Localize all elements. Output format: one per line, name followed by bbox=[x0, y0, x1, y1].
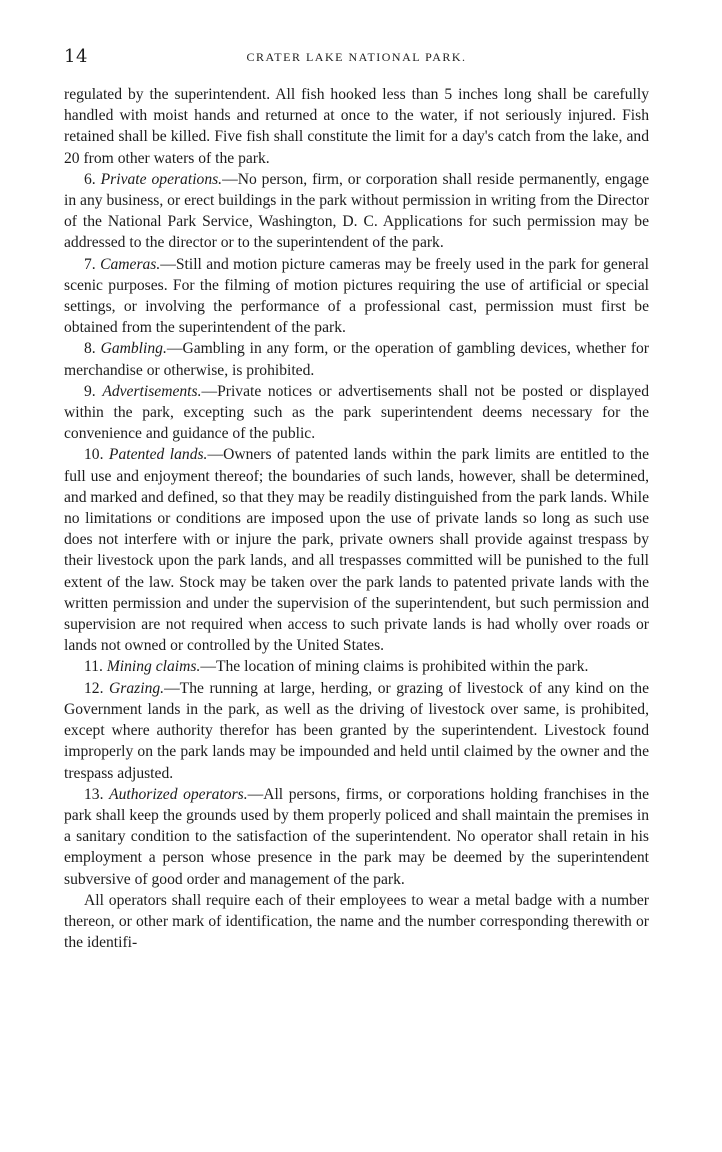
paragraph-number: 12. bbox=[84, 679, 110, 697]
paragraph-gambling bbox=[64, 338, 649, 380]
running-head: CRATER LAKE NATIONAL PARK. bbox=[246, 50, 467, 64]
paragraph-text: —No person, firm, or corporation shall reside permanently, engage in any business, or erect buildings in the park without permission in writing from the Director of the National Park Service, Washington, D. C. Applications for such permission may be addressed to the director or to the superintendent of the park. bbox=[64, 170, 650, 252]
paragraph-number: 8. bbox=[84, 340, 101, 358]
paragraph-text: —The running at large, herding, or grazing of livestock of any kind on the Government lands in the park, as well as the driving of livestock over same, is prohibited, except where authority therefor has been granted by the superintendent. Livestock found improperly on the park lands may be impounded and held until claimed by the owner and the trespass adjusted. bbox=[64, 679, 649, 782]
paragraph-patented-lands bbox=[64, 444, 649, 656]
paragraph-text: —Gambling in any form, or the operation of gambling devices, whether for merchandise or otherwise, is prohibited. bbox=[64, 340, 649, 379]
paragraph-heading: Cameras. bbox=[100, 255, 161, 273]
paragraph-text: —All persons, firms, or corporations holding franchises in the park shall keep the grounds used by them properly policed and shall maintain the premises in a sanitary condition to the satisfaction of the superintendent. No operator shall retain in his employment a person whose presence in the park may be deemed by the superintendent subversive of good order and management of the park. bbox=[64, 785, 649, 888]
paragraph-cameras bbox=[64, 254, 649, 339]
paragraph-advertisements bbox=[64, 381, 649, 445]
paragraph-text: —Private notices or advertisements shall not be posted or displayed within the park, excepting such as the park superintendent deems necessary for the convenience and guidance of the public. bbox=[64, 382, 649, 443]
paragraph-heading: Gambling. bbox=[100, 340, 167, 358]
page-header bbox=[64, 46, 649, 76]
paragraph-heading: Patented lands. bbox=[108, 446, 208, 464]
body-text bbox=[64, 84, 649, 953]
paragraph-private-operations bbox=[64, 169, 649, 254]
paragraph-number: 10. bbox=[84, 446, 109, 464]
paragraph-text: regulated by the superintendent. All fish hooked less than 5 inches long shall be carefully handled with moist hands and returned at once to the water, if not seriously injured. Fish retained shall be killed. Five fish shall constitute the limit for a day's catch from the lake, and 20 from other waters of the park. bbox=[64, 86, 649, 167]
paragraph-number: 7. bbox=[84, 255, 101, 273]
paragraph-heading: Authorized operators. bbox=[109, 785, 248, 803]
paragraph-grazing bbox=[64, 678, 649, 784]
paragraph-number: 6. bbox=[84, 170, 101, 188]
paragraph-heading: Mining claims. bbox=[106, 658, 201, 676]
paragraph-heading: Grazing. bbox=[109, 679, 165, 697]
paragraph-text: —Still and motion picture cameras may be freely used in the park for general scenic purposes. For the filming of motion pictures requiring the use of artificial or special settings, or involving the performance of a professional cast, permission must first be obtained from the superintendent of the park. bbox=[64, 255, 650, 337]
paragraph-text: —The location of mining claims is prohibited within the park. bbox=[200, 658, 589, 676]
paragraph-number: 13. bbox=[84, 785, 110, 803]
paragraph-authorized-operators bbox=[64, 784, 649, 890]
paragraph-mining-claims bbox=[64, 656, 649, 677]
paragraph-text: All operators shall require each of their employees to wear a metal badge with a number thereon, or other mark of identification, the name and the number corresponding therewith or the identifi- bbox=[64, 891, 649, 952]
paragraph-fishing-continued bbox=[64, 84, 649, 169]
paragraph-heading: Advertisements. bbox=[102, 382, 202, 400]
paragraph-number: 11. bbox=[84, 658, 107, 676]
document-page bbox=[64, 46, 649, 953]
paragraph-number: 9. bbox=[84, 382, 103, 400]
paragraph-operator-badges bbox=[64, 890, 649, 954]
paragraph-heading: Private operations. bbox=[100, 170, 223, 188]
page-number: 14 bbox=[64, 46, 88, 67]
paragraph-text: —Owners of patented lands within the park limits are entitled to the full use and enjoyment thereof; the boundaries of such lands, however, shall be determined, and marked and defined, so that they may be readily distinguished from the park lands. While no limitations or conditions are imposed upon the use of private lands so long as such use does not interfere with or injure the park, private owners shall provide against trespass by their livestock upon the park lands, and all trespasses committed will be punished to the full extent of the law. Stock may be taken over the park lands to patented private lands with the written permission and under the supervision of the superintendent, but such permission and supervision are not required when access to such private lands is had wholly over roads or lands not owned or controlled by the United States. bbox=[64, 446, 650, 655]
